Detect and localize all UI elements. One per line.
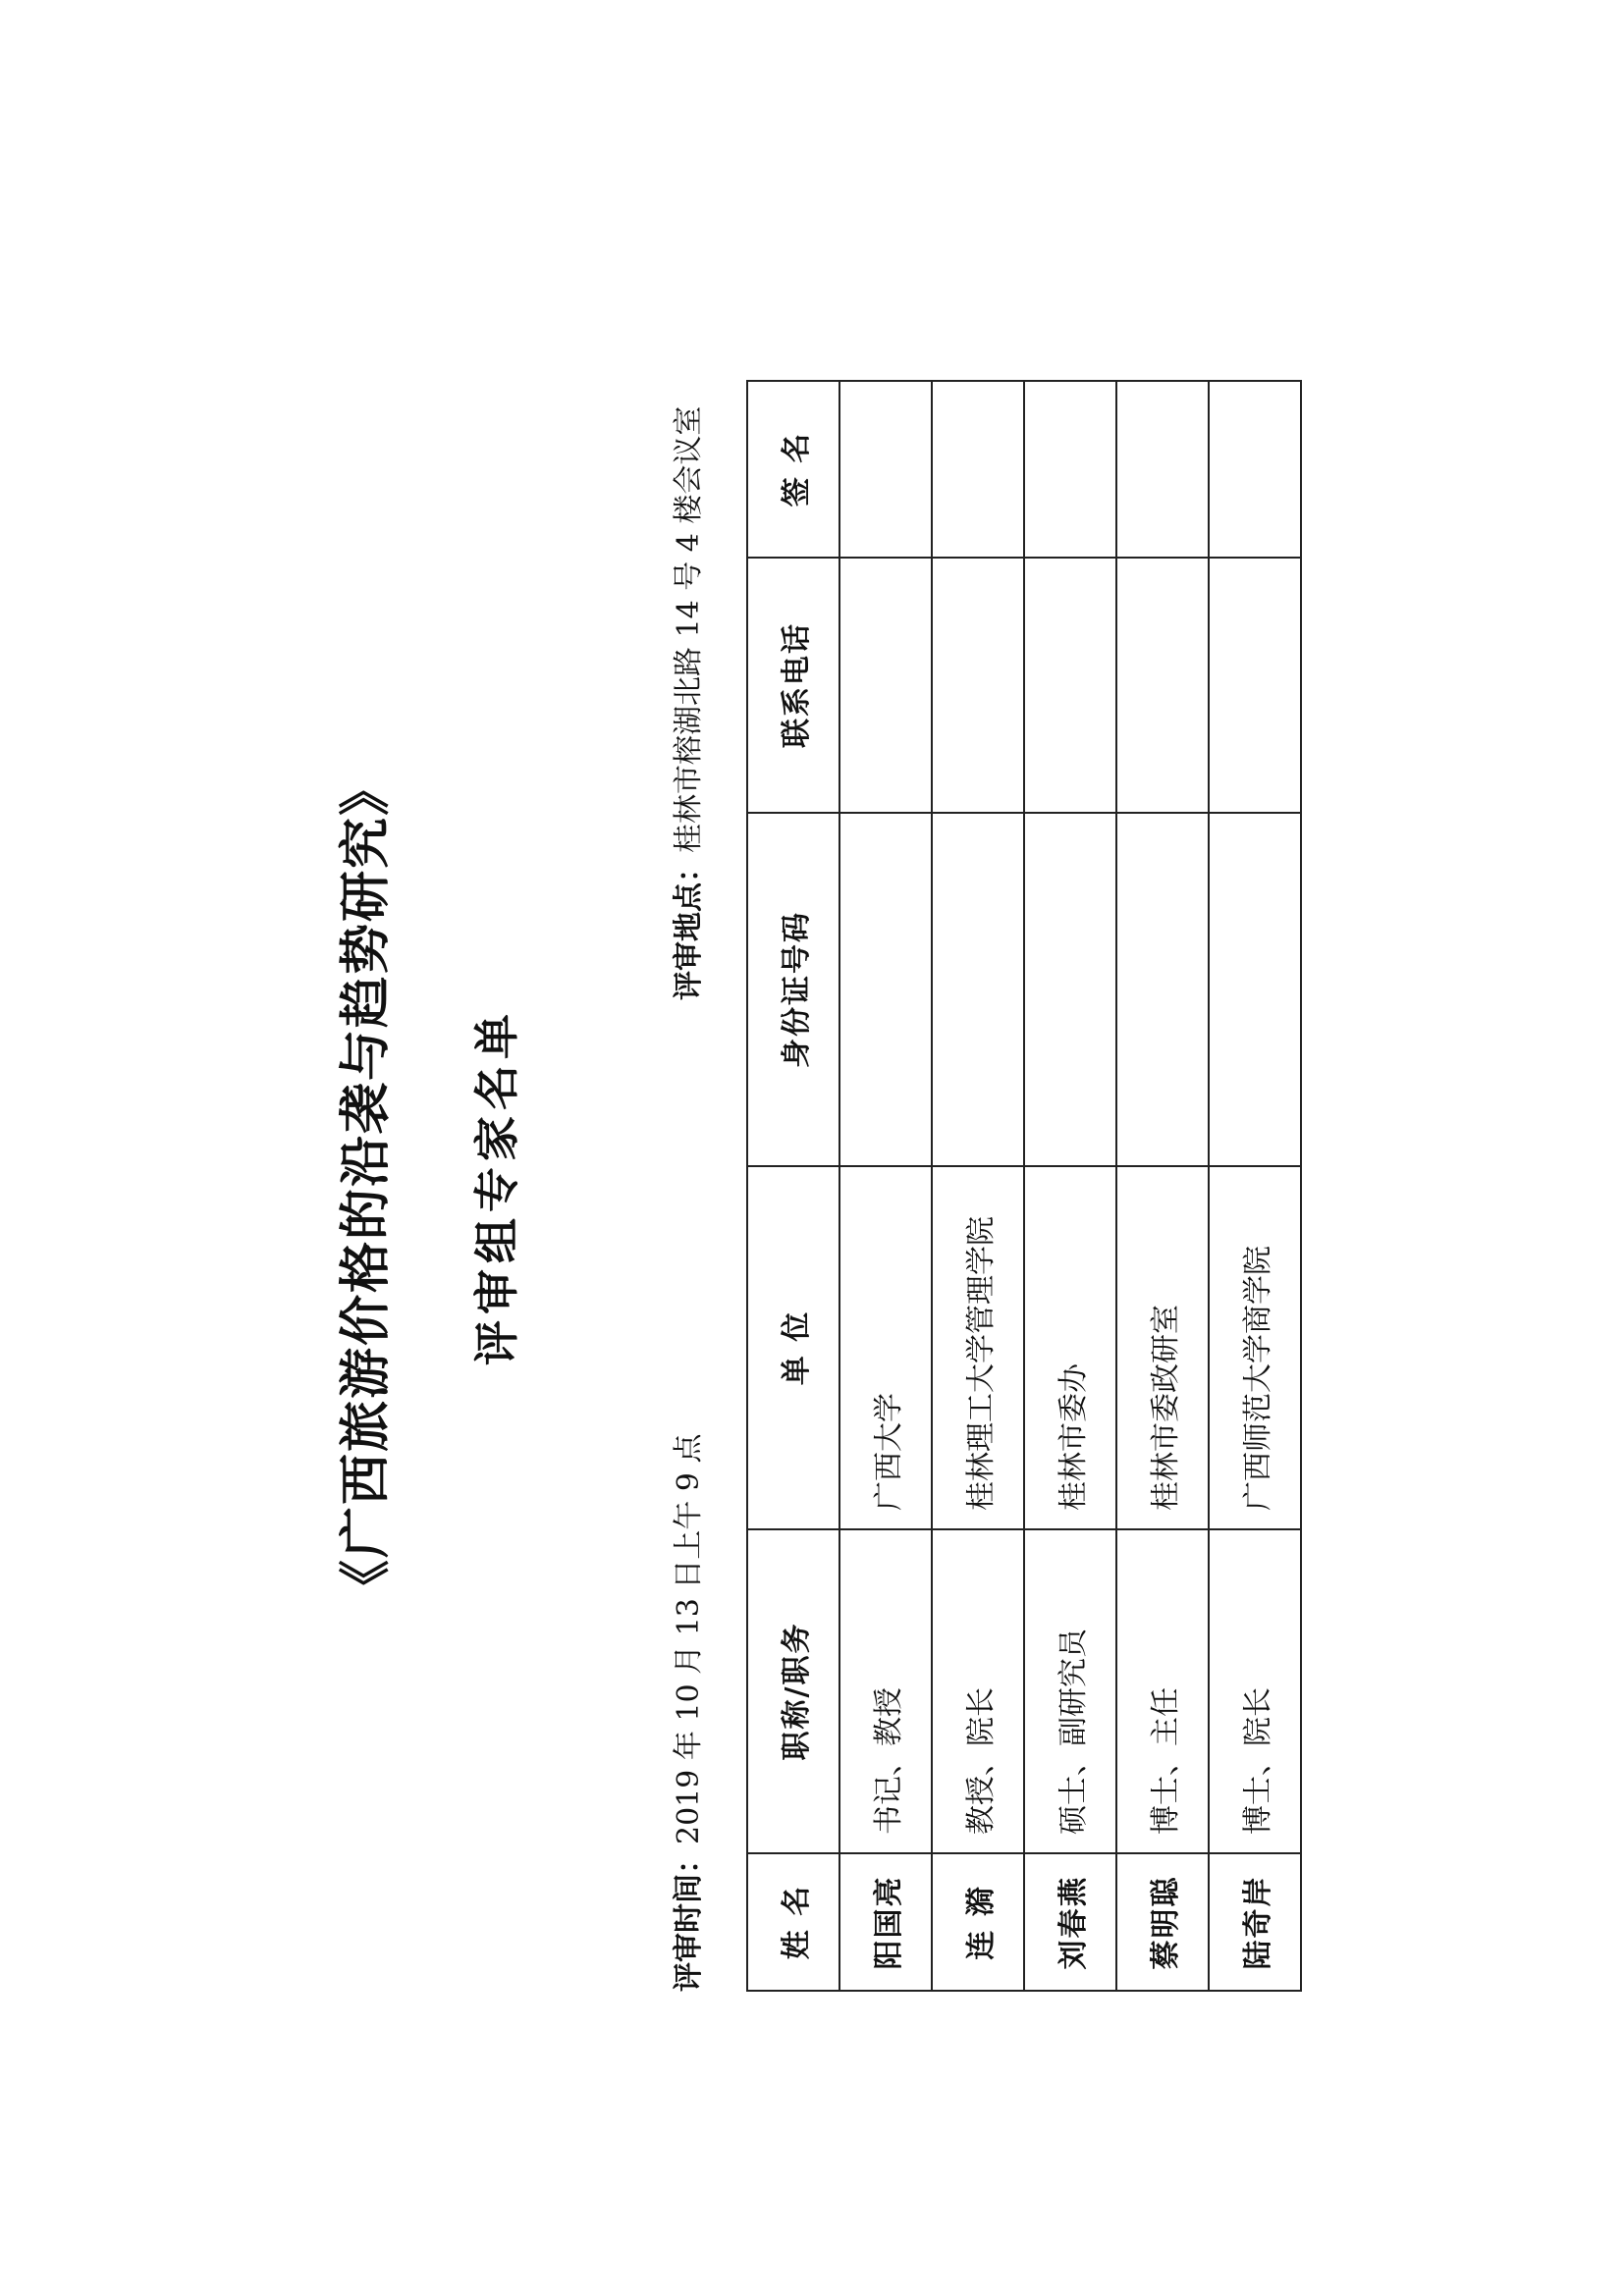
table-row (1116, 381, 1209, 1991)
table-header-row (747, 381, 839, 1991)
expert-name: 陆奇岸 (1209, 1853, 1301, 1991)
expert-phone-cell (932, 558, 1024, 813)
review-place-label: 评审地点： (672, 853, 706, 1000)
expert-id-number-cell (839, 813, 932, 1166)
expert-id-number-cell (932, 813, 1024, 1166)
header-phone: 联系电话 (747, 558, 839, 813)
expert-title: 博士、院长 (1209, 1529, 1301, 1853)
expert-unit: 桂林市委办 (1024, 1166, 1116, 1529)
review-meta (664, 382, 707, 1992)
expert-unit: 广西师范大学商学院 (1209, 1166, 1301, 1529)
expert-signature-cell (932, 381, 1024, 558)
document-subtitle: 评审组专家名单 (470, 1008, 523, 1365)
expert-name: 蔡明聪 (1116, 1853, 1209, 1991)
table-row (839, 381, 932, 1991)
expert-phone-cell (1116, 558, 1209, 813)
expert-name: 阳国亮 (839, 1853, 932, 1991)
expert-phone-cell (1209, 558, 1301, 813)
expert-phone-cell (1024, 558, 1116, 813)
expert-name: 连 漪 (932, 1853, 1024, 1991)
expert-id-number-cell (1024, 813, 1116, 1166)
expert-list-table (746, 380, 1302, 1992)
expert-id-number-cell (1116, 813, 1209, 1166)
table-row (1024, 381, 1116, 1991)
expert-signature-cell (1116, 381, 1209, 558)
table-row (932, 381, 1024, 1991)
expert-unit: 桂林市委政研室 (1116, 1166, 1209, 1529)
review-time (672, 1433, 706, 1992)
expert-id-number-cell (1209, 813, 1301, 1166)
header-id-number: 身份证号码 (747, 813, 839, 1166)
expert-title: 书记、教授 (839, 1529, 932, 1853)
expert-phone-cell (839, 558, 932, 813)
expert-name: 刘春燕 (1024, 1853, 1116, 1991)
table-row (1209, 381, 1301, 1991)
expert-title: 硕士、副研究员 (1024, 1529, 1116, 1853)
review-time-value: 2019 年 10 月 13 日上午 9 点 (672, 1433, 706, 1844)
expert-signature-cell (1209, 381, 1301, 558)
document-title: 《广西旅游价格的沿袭与趋势研究》 (337, 763, 396, 1612)
expert-signature-cell (1024, 381, 1116, 558)
expert-signature-cell (839, 381, 932, 558)
header-title: 职称/职务 (747, 1529, 839, 1853)
expert-title: 教授、院长 (932, 1529, 1024, 1853)
review-place (664, 406, 707, 1000)
header-signature: 签 名 (747, 381, 839, 558)
header-unit: 单 位 (747, 1166, 839, 1529)
expert-unit: 桂林理工大学管理学院 (932, 1166, 1024, 1529)
expert-title: 博士、主任 (1116, 1529, 1209, 1853)
review-place-value: 桂林市榕湖北路 14 号 4 楼会议室 (672, 405, 706, 853)
expert-unit: 广西大学 (839, 1166, 932, 1529)
review-time-label: 评审时间： (672, 1844, 706, 1992)
header-name: 姓 名 (747, 1853, 839, 1991)
